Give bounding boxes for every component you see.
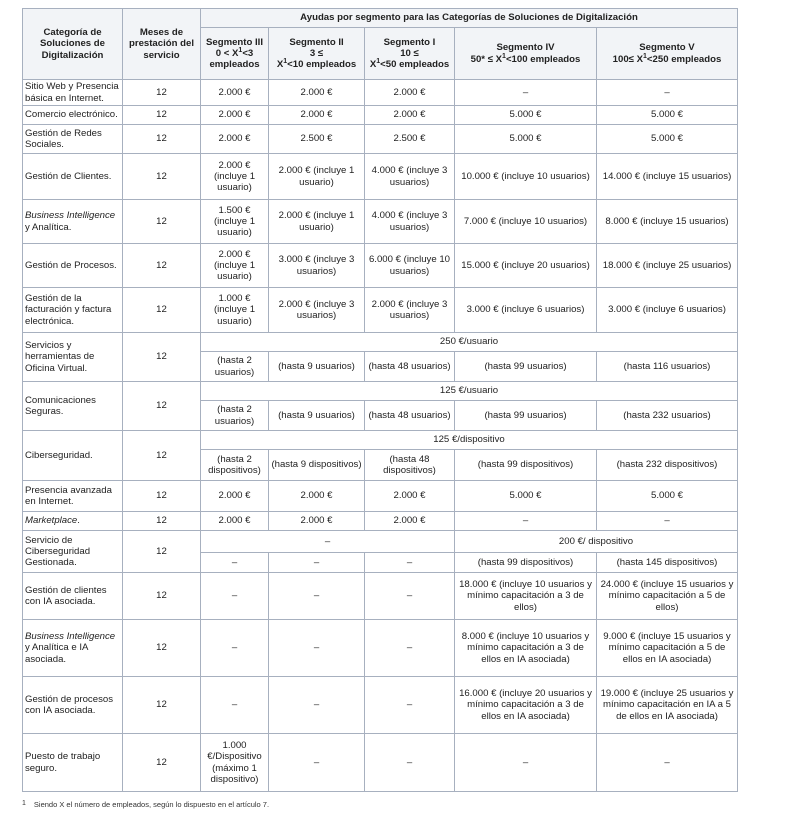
row-category: Gestión de clientes con IA asociada. — [23, 573, 123, 620]
cell-seg-iv: 5.000 € — [455, 106, 597, 125]
cell-seg-v: 24.000 € (incluye 15 usuarios y mínimo capacitación a 5 de ellos) — [597, 573, 738, 620]
row-ciberseguridad — [23, 431, 738, 450]
row-category: Gestión de procesos con IA asociada. — [23, 677, 123, 734]
cell-seg-ii: 2.000 € — [269, 80, 365, 106]
footnote — [22, 800, 269, 809]
cell-seg-iii: 1.000 € (incluye 1 usuario) — [201, 288, 269, 333]
cell-seg-iv: 3.000 € (incluye 6 usuarios) — [455, 288, 597, 333]
cell-seg-ii: 2.500 € — [269, 125, 365, 154]
row-category: Comunicaciones Seguras. — [23, 382, 123, 431]
segment-ii-header: Segmento II 3 ≤ $X^1<10$ empleados — [269, 28, 365, 80]
row-category: Gestión de la facturación y factura electrónica. — [23, 288, 123, 333]
cell-seg-v: 8.000 € (incluye 15 usuarios) — [597, 200, 738, 244]
cell-seg-ii: 2.000 € (incluye 3 usuarios) — [269, 288, 365, 333]
row-months: 12 — [123, 431, 201, 481]
row-oficina — [23, 333, 738, 352]
cell-seg-iii: – — [201, 553, 269, 573]
category-italic: Marketplace — [25, 515, 78, 527]
cell-seg-iii: 2.000 € (incluye 1 usuario) — [201, 244, 269, 288]
cell-rate-span-small: – — [201, 531, 455, 553]
cell-seg-i: 2.000 € (incluye 3 usuarios) — [365, 288, 455, 333]
category-italic: Business Intelligence — [25, 631, 116, 643]
row-clientes-ia — [23, 573, 738, 620]
cell-seg-i: 2.000 € — [365, 80, 455, 106]
cell-seg-iv: 10.000 € (incluye 10 usuarios) — [455, 154, 597, 200]
row-months: 12 — [123, 106, 201, 125]
cell-seg-i: 2.000 € — [365, 106, 455, 125]
cell-seg-ii: 2.000 € — [269, 481, 365, 512]
cell-seg-v: 9.000 € (incluye 15 usuarios y mínimo capacitación a 5 de ellos en IA asociada) — [597, 620, 738, 677]
row-puesto-seguro — [23, 734, 738, 792]
row-category: Comercio electrónico. — [23, 106, 123, 125]
cell-seg-iii: 2.000 € — [201, 106, 269, 125]
cell-seg-iv: – — [455, 734, 597, 792]
cell-seg-v: – — [597, 734, 738, 792]
cell-seg-ii: – — [269, 573, 365, 620]
segment-i-header: Segmento I 10 ≤ $X^1<50$ empleados — [365, 28, 455, 80]
cell-seg-v: – — [597, 512, 738, 531]
cell-seg-iv: 5.000 € — [455, 125, 597, 154]
cell-seg-ii: 2.000 € — [269, 512, 365, 531]
cell-rate-span-large: 200 €/ dispositivo — [455, 531, 738, 553]
segments-group-header: Ayudas por segmento para las Categorías de Soluciones de Digitalización — [201, 9, 738, 28]
cell-seg-v: – — [597, 80, 738, 106]
row-web — [23, 80, 738, 106]
cell-seg-v: 19.000 € (incluye 25 usuarios y mínimo capacitación en IA a 5 de ellos en IA asociada) — [597, 677, 738, 734]
cell-seg-iii: 1.500 € (incluye 1 usuario) — [201, 200, 269, 244]
cell-seg-i: – — [365, 553, 455, 573]
row-months: 12 — [123, 244, 201, 288]
row-months: 12 — [123, 382, 201, 431]
row-category: Puesto de trabajo seguro. — [23, 734, 123, 792]
row-category — [23, 200, 123, 244]
cell-seg-iii: 2.000 € — [201, 481, 269, 512]
row-ciber-gestionada — [23, 531, 738, 553]
row-ecommerce — [23, 106, 738, 125]
row-category — [23, 512, 123, 531]
row-category: Gestión de Clientes. — [23, 154, 123, 200]
cell-seg-v: (hasta 232 dispositivos) — [597, 450, 738, 481]
cell-seg-i: 4.000 € (incluye 3 usuarios) — [365, 154, 455, 200]
cell-seg-iv: (hasta 99 dispositivos) — [455, 450, 597, 481]
cell-seg-i: – — [365, 677, 455, 734]
cell-seg-ii: – — [269, 553, 365, 573]
row-category — [23, 620, 123, 677]
cell-seg-i: 2.000 € — [365, 481, 455, 512]
cell-seg-iv: 5.000 € — [455, 481, 597, 512]
row-category: Gestión de Redes Sociales. — [23, 125, 123, 154]
row-bi-ia — [23, 620, 738, 677]
cell-seg-v: 18.000 € (incluye 25 usuarios) — [597, 244, 738, 288]
cell-seg-iii: 2.000 € — [201, 125, 269, 154]
row-months: 12 — [123, 481, 201, 512]
segment-iv-header: Segmento IV $50* \le X^1<100$ empleados — [455, 28, 597, 80]
cell-seg-iv: (hasta 99 usuarios) — [455, 352, 597, 382]
row-months: 12 — [123, 333, 201, 382]
cell-seg-ii: 2.000 € (incluye 1 usuario) — [269, 154, 365, 200]
category-rest: y Analítica. — [25, 221, 72, 233]
row-procesos-ia — [23, 677, 738, 734]
cell-seg-ii: – — [269, 677, 365, 734]
row-category: Servicios y herramientas de Oficina Virtual. — [23, 333, 123, 382]
category-rest: . — [77, 515, 80, 527]
aid-table — [22, 8, 738, 792]
row-bi — [23, 200, 738, 244]
cell-seg-ii: (hasta 9 usuarios) — [269, 352, 365, 382]
cell-rate-span: 125 €/dispositivo — [201, 431, 738, 450]
cell-seg-v: 5.000 € — [597, 481, 738, 512]
cell-seg-iii: (hasta 2 usuarios) — [201, 352, 269, 382]
cell-seg-i: 4.000 € (incluye 3 usuarios) — [365, 200, 455, 244]
cell-seg-iii: 2.000 € — [201, 512, 269, 531]
cell-seg-iv: – — [455, 80, 597, 106]
cell-seg-ii: – — [269, 734, 365, 792]
cell-seg-iii: 2.000 € — [201, 80, 269, 106]
cell-seg-i: – — [365, 734, 455, 792]
cell-seg-iv: 16.000 € (incluye 20 usuarios y mínimo capacitación a 3 de ellos en IA asociada) — [455, 677, 597, 734]
cell-seg-v: (hasta 116 usuarios) — [597, 352, 738, 382]
row-category: Servicio de Ciberseguridad Gestionada. — [23, 531, 123, 573]
cell-seg-iii: 1.000 €/Dispositivo (máximo 1 dispositivo) — [201, 734, 269, 792]
row-procesos — [23, 244, 738, 288]
row-months: 12 — [123, 573, 201, 620]
cell-rate-span: 125 €/usuario — [201, 382, 738, 401]
cell-seg-iii: (hasta 2 usuarios) — [201, 401, 269, 431]
cell-seg-ii: – — [269, 620, 365, 677]
cell-seg-iv: 7.000 € (incluye 10 usuarios) — [455, 200, 597, 244]
cell-seg-ii: 2.000 € — [269, 106, 365, 125]
row-months: 12 — [123, 677, 201, 734]
cell-seg-iv: 18.000 € (incluye 10 usuarios y mínimo capacitación a 3 de ellos) — [455, 573, 597, 620]
cell-seg-iv: – — [455, 512, 597, 531]
category-italic: Business Intelligence — [25, 210, 116, 222]
cell-seg-v: 5.000 € — [597, 106, 738, 125]
cell-seg-iv: 15.000 € (incluye 20 usuarios) — [455, 244, 597, 288]
row-category: Gestión de Procesos. — [23, 244, 123, 288]
row-months: 12 — [123, 200, 201, 244]
category-header: Categoría de Soluciones de Digitalización — [23, 9, 123, 80]
cell-seg-iii: – — [201, 573, 269, 620]
cell-seg-v: 3.000 € (incluye 6 usuarios) — [597, 288, 738, 333]
row-facturacion — [23, 288, 738, 333]
row-months: 12 — [123, 620, 201, 677]
cell-seg-ii: (hasta 9 usuarios) — [269, 401, 365, 431]
cell-seg-i: 2.500 € — [365, 125, 455, 154]
row-months: 12 — [123, 288, 201, 333]
cell-seg-i: (hasta 48 usuarios) — [365, 352, 455, 382]
cell-seg-iii: (hasta 2 dispositivos) — [201, 450, 269, 481]
row-months: 12 — [123, 531, 201, 573]
months-header: Meses de prestación del servicio — [123, 9, 201, 80]
cell-seg-v: (hasta 145 dispositivos) — [597, 553, 738, 573]
footnote-text: Siendo X el número de empleados, según lo dispuesto en el artículo 7. — [33, 800, 270, 809]
row-months: 12 — [123, 512, 201, 531]
row-presencia-avanzada — [23, 481, 738, 512]
cell-seg-i: – — [365, 573, 455, 620]
segment-iii-header: Segmento III $0 < X^1<3$ empleados — [201, 28, 269, 80]
cell-seg-v: (hasta 232 usuarios) — [597, 401, 738, 431]
cell-seg-iii: – — [201, 620, 269, 677]
row-category: Ciberseguridad. — [23, 431, 123, 481]
row-marketplace — [23, 512, 738, 531]
row-months: 12 — [123, 80, 201, 106]
cell-seg-i: (hasta 48 usuarios) — [365, 401, 455, 431]
row-clientes — [23, 154, 738, 200]
row-comunicaciones — [23, 382, 738, 401]
row-months: 12 — [123, 734, 201, 792]
row-category: Presencia avanzada en Internet. — [23, 481, 123, 512]
category-rest: y Analítica e IA asociada. — [25, 642, 88, 665]
segment-v-header: Segmento V $100\le X^1<250$ empleados — [597, 28, 738, 80]
cell-seg-iii: – — [201, 677, 269, 734]
cell-seg-iii: 2.000 € (incluye 1 usuario) — [201, 154, 269, 200]
cell-seg-v: 5.000 € — [597, 125, 738, 154]
cell-seg-i: 2.000 € — [365, 512, 455, 531]
cell-seg-i: – — [365, 620, 455, 677]
cell-seg-v: 14.000 € (incluye 15 usuarios) — [597, 154, 738, 200]
cell-seg-i: (hasta 48 dispositivos) — [365, 450, 455, 481]
cell-seg-ii: (hasta 9 dispositivos) — [269, 450, 365, 481]
cell-seg-iv: 8.000 € (incluye 10 usuarios y mínimo capacitación a 3 de ellos en IA asociada) — [455, 620, 597, 677]
cell-seg-iv: (hasta 99 usuarios) — [455, 401, 597, 431]
row-months: 12 — [123, 154, 201, 200]
row-months: 12 — [123, 125, 201, 154]
cell-seg-i: 6.000 € (incluye 10 usuarios) — [365, 244, 455, 288]
row-category: Sitio Web y Presencia básica en Internet. — [23, 80, 123, 106]
cell-rate-span: 250 €/usuario — [201, 333, 738, 352]
footnote-number: 1 — [22, 800, 26, 807]
cell-seg-ii: 3.000 € (incluye 3 usuarios) — [269, 244, 365, 288]
cell-seg-ii: 2.000 € (incluye 1 usuario) — [269, 200, 365, 244]
row-redes — [23, 125, 738, 154]
cell-seg-iv: (hasta 99 dispositivos) — [455, 553, 597, 573]
